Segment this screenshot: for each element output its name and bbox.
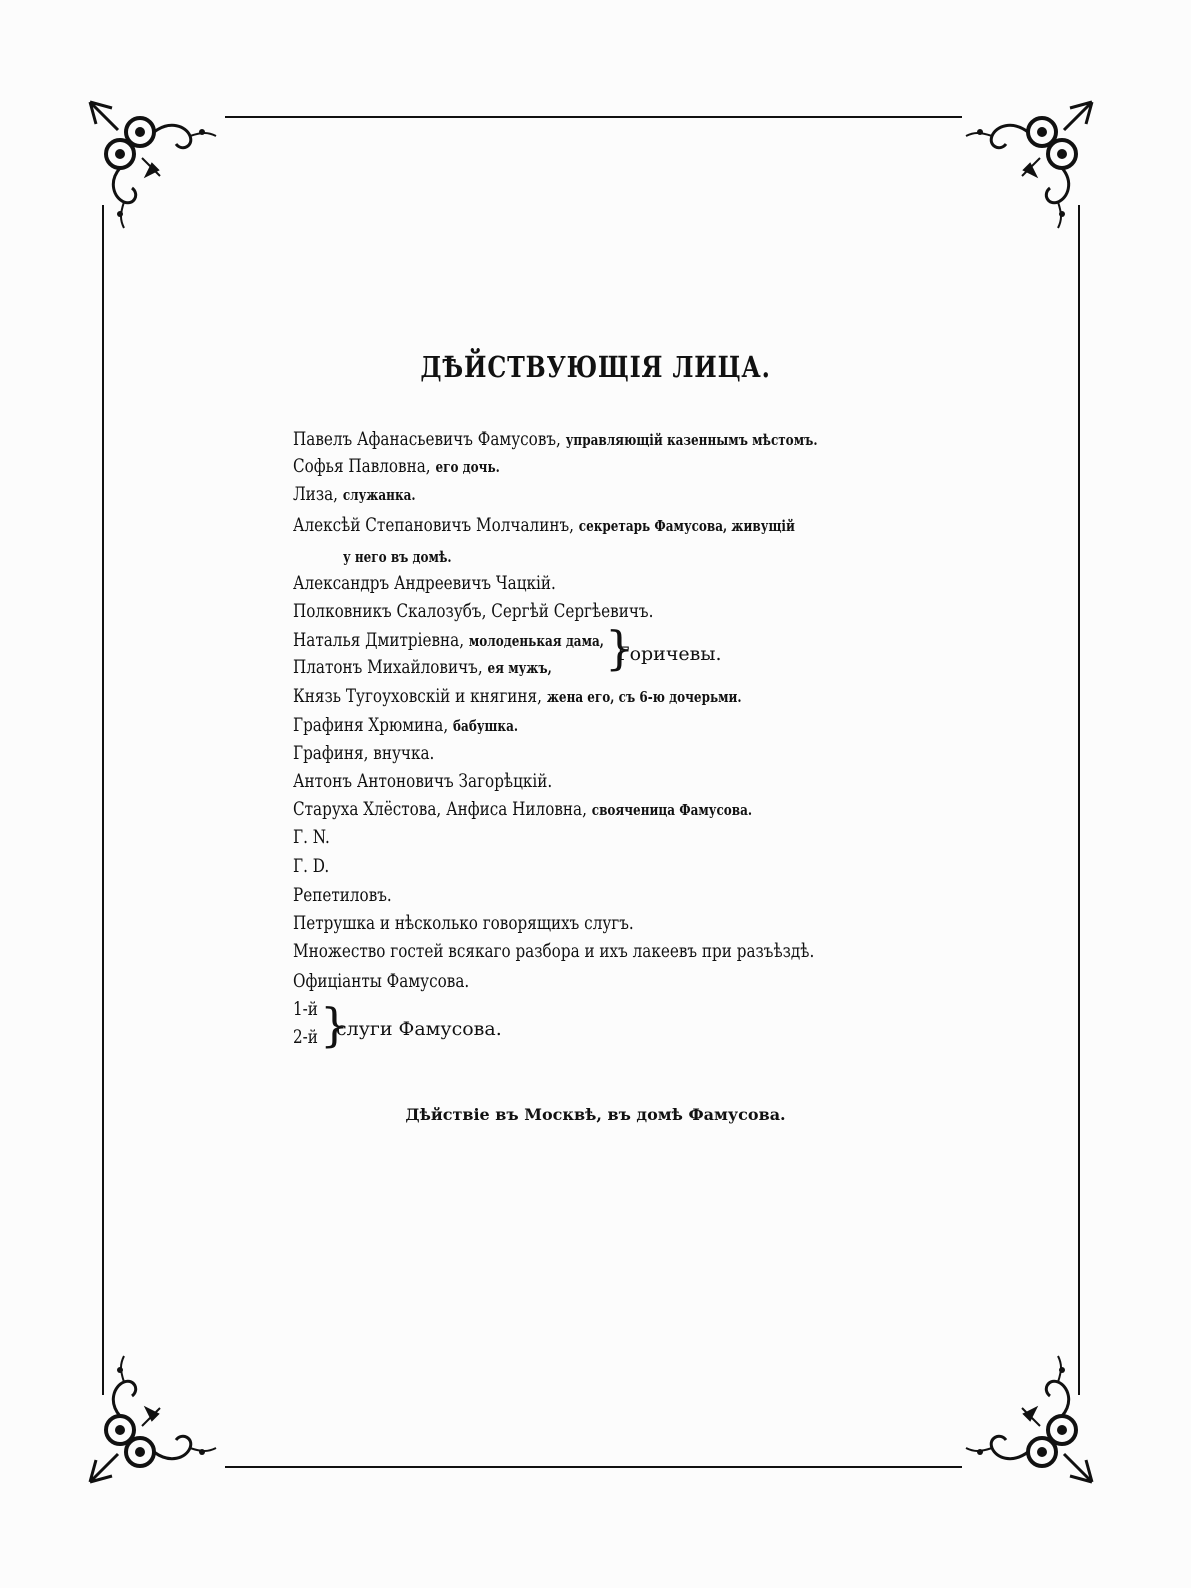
character-name: Г. N. (293, 826, 330, 848)
character-name: Петрушка и нѣсколько говорящихъ слугъ. (293, 912, 634, 934)
character-name: Софья Павловна, (293, 455, 431, 477)
character-row (293, 912, 634, 934)
character-row (293, 970, 469, 992)
character-row (293, 514, 795, 536)
character-row (293, 483, 416, 505)
page-title: ДѢЙСТВУЮЩІЯ ЛИЦА. (420, 350, 771, 384)
character-note: свояченица Фамусова. (591, 801, 753, 819)
character-name: Множество гостей всякаго разбора и ихъ лакеевъ при разъѣздѣ. (293, 940, 815, 962)
character-name: Лиза, (293, 483, 338, 505)
character-row (293, 455, 500, 477)
character-name: Наталья Дмитріевна, (293, 629, 465, 651)
character-note: управляющій казеннымъ мѣстомъ. (565, 431, 818, 449)
character-row (293, 998, 318, 1020)
character-name: 1-й (293, 998, 318, 1020)
character-row (293, 428, 818, 450)
character-name: Полковникъ Скалозубъ, Сергѣй Сергѣевичъ. (293, 600, 654, 622)
character-row (293, 685, 742, 707)
setting-line: Дѣйствіе въ Москвѣ, въ домѣ Фамусова. (405, 1105, 786, 1124)
corner-ornament-bottom-left (90, 1356, 216, 1482)
character-note: бабушка. (453, 717, 519, 735)
character-name: Александръ Андреевичъ Чацкій. (293, 572, 556, 594)
corner-ornament-top-right (966, 102, 1092, 228)
character-name: Антонъ Антоновичъ Загорѣцкій. (293, 770, 553, 792)
character-note: у него въ домѣ. (343, 548, 452, 566)
character-row (293, 826, 330, 848)
character-name: Графиня, внучка. (293, 742, 435, 764)
character-row (293, 1026, 318, 1048)
character-name: 2-й (293, 1026, 318, 1048)
brace-icon: } (320, 998, 350, 1052)
character-name: Платонъ Михайловичъ, (293, 656, 483, 678)
character-name: Офиціанты Фамусова. (293, 970, 470, 992)
character-note: ея мужъ, (487, 659, 552, 677)
character-name: Репетиловъ. (293, 884, 392, 906)
character-name: Г. D. (293, 855, 330, 877)
character-name: Князь Тугоуховскій и княгиня, (293, 685, 542, 707)
character-row (293, 884, 392, 906)
character-note: жена его, съ 6-ю дочерьми. (546, 688, 742, 706)
character-row (293, 855, 329, 877)
character-row (293, 940, 814, 962)
character-row (293, 629, 604, 651)
character-row (293, 714, 518, 736)
group-label: Горичевы. (617, 643, 722, 665)
character-name: Графиня Хрюмина, (293, 714, 449, 736)
corner-ornament-top-left (90, 102, 216, 228)
character-row (293, 770, 552, 792)
character-row (293, 798, 752, 820)
character-row (293, 600, 653, 622)
group-label: слуги Фамусова. (336, 1018, 502, 1040)
brace-icon: } (605, 621, 635, 675)
character-note: молоденькая дама, (468, 632, 604, 650)
character-name: Старуха Хлёстова, Анфиса Ниловна, (293, 798, 587, 820)
character-row (293, 572, 556, 594)
character-note: его дочь. (435, 458, 500, 476)
character-note: секретарь Фамусова, живущій (578, 517, 795, 535)
character-name: Алексѣй Степановичъ Молчалинъ, (293, 514, 574, 536)
character-row (293, 656, 552, 678)
corner-ornament-bottom-right (966, 1356, 1092, 1482)
character-row (343, 545, 452, 567)
character-row (293, 742, 434, 764)
character-name: Павелъ Афанасьевичъ Фамусовъ, (293, 428, 561, 450)
character-note: служанка. (342, 486, 416, 504)
